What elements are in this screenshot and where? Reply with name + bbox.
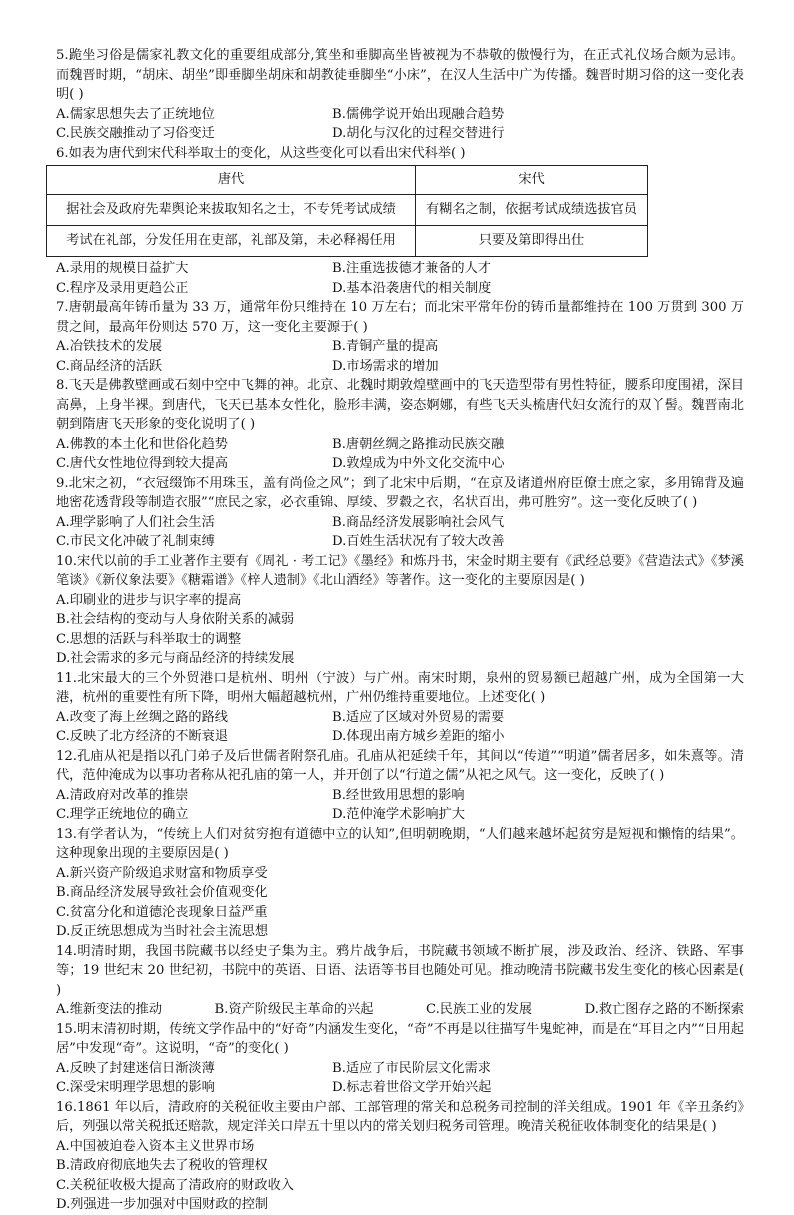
- table-header-cell: 宋代: [416, 166, 648, 195]
- answer-options: [56, 591, 744, 669]
- answer-option-a[interactable]: A.中国被迫卷入资本主义世界市场: [56, 1138, 255, 1154]
- question-block: [56, 669, 744, 747]
- answer-options: [56, 435, 744, 474]
- answer-option-c[interactable]: C.思想的活跃与科举取士的调整: [56, 631, 242, 647]
- question-stem: 16.1861 年以后，清政府的关税征收主要由户部、工部管理的常关和总税务司控制的洋关组成。1901 年《辛丑条约》后，列强以常关税抵还赔款，规定洋关口岸五十里以内的常关划归税务司管理。晚清关税征收体制变化的结果是( ): [56, 1099, 744, 1134]
- question-block: [56, 144, 744, 299]
- answer-options: [56, 1000, 744, 1020]
- answer-option-c[interactable]: C.深受宋明理学思想的影响: [56, 1080, 215, 1095]
- question-stem: 14.明清时期，我国书院藏书以经史子集为主。鸦片战争后，书院藏书领域不断扩展，涉及政治、经济、铁路、军事等；19 世纪末 20 世纪初，书院中的英语、日语、法语等书目也随处可见。推动晚清书院藏书发生变化的核心因素是( ): [56, 943, 744, 998]
- answer-option-b[interactable]: B.注重选拔德才兼备的人才: [332, 261, 491, 276]
- answer-option-c[interactable]: C.程序及录用更趋公正: [56, 280, 189, 296]
- question-block: [56, 552, 744, 669]
- answer-options: [56, 1059, 744, 1098]
- question-stem: 11.北宋最大的三个外贸港口是杭州、明州（宁波）与广州。南宋时期，泉州的贸易额已超越广州，成为全国第一大港，杭州的重要性有所下降，明州大幅超越杭州，广州仍维持重要地位。上述变化( ): [56, 670, 744, 705]
- answer-option-d[interactable]: D.体现出南方城乡差距的缩小: [332, 729, 505, 744]
- answer-option-d[interactable]: D.范仲淹学术影响扩大: [332, 807, 465, 822]
- question-stem: 8.飞天是佛教壁画或石刻中空中飞舞的神。北京、北魏时期敦煌壁画中的飞天造型带有男性特征，腰系印度围裙，深目高鼻，上身半裸。到唐代，飞天已基本女性化，脸形丰满，姿态婀娜，有些飞天头梳唐代妇女流行的双丫髻。魏晋南北朝到隋唐飞天形象的变化说明了( ): [56, 378, 744, 432]
- answer-options: [56, 337, 744, 376]
- answer-option-b[interactable]: B.适应了区域对外贸易的需要: [332, 709, 505, 725]
- answer-option-d[interactable]: D.胡化与汉化的过程交替进行: [332, 126, 505, 141]
- answer-option-a[interactable]: A.儒家思想失去了正统地位: [56, 106, 215, 122]
- table-header-cell: 唐代: [47, 166, 416, 195]
- answer-options: [56, 864, 744, 942]
- answer-option-d[interactable]: D.市场需求的增加: [332, 358, 439, 374]
- answer-option-b[interactable]: B.清政府彻底地失去了税收的管理权: [56, 1158, 268, 1173]
- answer-option-c[interactable]: C.关税征收极大提高了清政府的财政收入: [56, 1177, 294, 1193]
- answer-options: [56, 708, 744, 747]
- answer-option-d[interactable]: D.反正统思想成为当时社会主流思想: [56, 924, 269, 939]
- answer-option-b[interactable]: B.适应了市民阶层文化需求: [332, 1060, 491, 1076]
- answer-option-a[interactable]: A.佛教的本土化和世俗化趋势: [56, 436, 228, 452]
- answer-option-c[interactable]: C.民族工业的发展: [425, 1002, 533, 1017]
- answer-options: [56, 513, 744, 552]
- answer-option-d[interactable]: D.社会需求的多元与商品经济的持续发展: [56, 651, 295, 666]
- answer-option-c[interactable]: C.反映了北方经济的不断衰退: [56, 729, 229, 744]
- table-cell: 只要及第即得出仕: [416, 226, 648, 257]
- answer-option-b[interactable]: B.商品经济发展导致社会价值观变化: [56, 885, 268, 900]
- answer-option-c[interactable]: C.民族交融推动了习俗变迁: [56, 126, 215, 141]
- table-header-row: [47, 166, 648, 195]
- answer-option-c[interactable]: C.理学正统地位的确立: [56, 807, 189, 822]
- question-stem: 13.有学者认为，“传统上人们对贫穷抱有道德中立的认知”,但明朝晚期，“人们越来越坏起贫穷是短视和懒惰的结果”。这种现象出现的主要原因是( ): [56, 826, 744, 861]
- question-stem: 15.明末清初时期，传统文学作品中的“好奇”内涵发生变化，“奇”不再是以往描写牛鬼蛇神，而是在“耳目之内”“日用起居”中发现“奇”。这说明，“奇”的变化( ): [56, 1021, 744, 1056]
- exam-page: [56, 46, 744, 1215]
- answer-option-a[interactable]: A.冶铁技术的发展: [56, 339, 163, 354]
- question-block: [56, 942, 744, 1020]
- answer-option-a[interactable]: A.理学影响了人们社会生活: [56, 514, 215, 530]
- answer-option-b[interactable]: B.儒佛学说开始出现融合趋势: [332, 106, 505, 122]
- question-block: [56, 747, 744, 825]
- answer-option-a[interactable]: A.维新变法的推动: [56, 1002, 163, 1017]
- table-cell: 考试在礼部，分发任用在吏部，礼部及第，未必释褐任用: [47, 226, 416, 257]
- question-block: [56, 298, 744, 376]
- answer-option-b[interactable]: B.青铜产量的提高: [332, 339, 439, 354]
- answer-option-d[interactable]: D.救亡图存之路的不断探索: [584, 1002, 744, 1017]
- question-stem: 5.跪坐习俗是儒家礼教文化的重要组成部分,箕坐和垂脚高坐皆被视为不恭敬的傲慢行为，在正式礼仪场合颇为忌讳。而魏晋时期，“胡床、胡坐”即垂脚坐胡床和胡教徒垂脚坐“小床”，在汉人生活中广为传播。魏晋时期习俗的这一变化表明( ): [56, 48, 744, 102]
- table-row: [47, 226, 648, 257]
- answer-option-a[interactable]: A.改变了海上丝绸之路的路线: [56, 709, 228, 725]
- comparison-table: [46, 165, 648, 257]
- question-block: [56, 1098, 744, 1215]
- answer-option-d[interactable]: D.列强进一步加强对中国财政的控制: [56, 1197, 269, 1212]
- question-block: [56, 1020, 744, 1098]
- question-block: [56, 474, 744, 552]
- answer-option-d[interactable]: D.基本沿袭唐代的相关制度: [332, 280, 492, 296]
- answer-option-c[interactable]: C.唐代女性地位得到较大提高: [56, 456, 229, 471]
- table-row: [47, 195, 648, 226]
- answer-option-a[interactable]: A.印刷业的进步与识字率的提高: [56, 592, 242, 608]
- question-stem: 6.如表为唐代到宋代科举取士的变化，从这些变化可以看出宋代科举( ): [56, 145, 466, 161]
- answer-option-b[interactable]: B.唐朝丝绸之路推动民族交融: [332, 436, 505, 452]
- answer-option-c[interactable]: C.市民文化冲破了礼制束缚: [56, 534, 215, 549]
- question-stem: 9.北宋之初，“衣冠缀饰不用珠玉，盖有尚俭之风”；到了北宋中后期，“在京及诸道州府臣僚士庶之家，多用锦背及遍地密花透背段等制造衣服”“庶民之家，必衣重锦、厚绫、罗縠之衣，名状百出，弗可胜穷”。这一变化反映了( ): [56, 475, 744, 510]
- answer-option-b[interactable]: B.社会结构的变动与人身依附关系的减弱: [56, 612, 295, 627]
- answer-options: [56, 786, 744, 825]
- question-block: [56, 46, 744, 144]
- table-cell: 据社会及政府先辈舆论来拔取知名之士，不专凭考试成绩: [47, 195, 416, 226]
- table-cell: 有糊名之制，依据考试成绩选拔官员: [416, 195, 648, 226]
- question-stem: 12.孔庙从祀是指以孔门弟子及后世儒者附祭孔庙。孔庙从祀延续千年，其间以“传道”“明道”儒者居多，如朱熹等。清代，范仲淹成为以事功者称从祀孔庙的第一人，并开创了以“行道之儒”从祀之风气。这一变化，反映了( ): [56, 748, 744, 783]
- answer-options: [56, 105, 744, 144]
- answer-option-c[interactable]: C.贫富分化和道德沦丧现象日益严重: [56, 904, 268, 920]
- answer-option-a[interactable]: A.录用的规模日益扩大: [56, 261, 189, 276]
- question-stem: 7.唐朝最高年铸币量为 33 万，通常年份只维持在 10 万左右；而北宋平常年份的铸币量都维持在 100 万贯到 300 万贯之间，最高年份则达 570 万，这一变化主要源于( ): [56, 300, 744, 335]
- answer-option-c[interactable]: C.商品经济的活跃: [56, 358, 163, 374]
- answer-options: [56, 259, 744, 298]
- question-block: [56, 825, 744, 942]
- answer-option-b[interactable]: B.经世致用思想的影响: [332, 787, 465, 803]
- answer-option-b[interactable]: B.商品经济发展影响社会风气: [332, 514, 505, 530]
- answer-option-d[interactable]: D.标志着世俗文学开始兴起: [332, 1080, 492, 1095]
- question-stem: 10.宋代以前的手工业著作主要有《周礼 · 考工记》《墨经》和炼丹书，宋金时期主要有《武经总要》《营造法式》《梦溪笔谈》《新仪象法要》《糖霜谱》《梓人遗制》《北山酒经》等著作。这一变化的主要原因是( ): [56, 553, 744, 588]
- answer-option-a[interactable]: A.清政府对改革的推崇: [56, 787, 189, 803]
- answer-option-a[interactable]: A.反映了封建迷信日渐淡薄: [56, 1060, 215, 1076]
- answer-option-a[interactable]: A.新兴资产阶级追求财富和物质享受: [56, 865, 268, 881]
- answer-option-d[interactable]: D.百姓生活状况有了较大改善: [332, 534, 505, 549]
- answer-option-b[interactable]: B.资产阶级民主革命的兴起: [214, 1002, 374, 1017]
- question-block: [56, 376, 744, 474]
- answer-option-d[interactable]: D.敦煌成为中外文化交流中心: [332, 456, 505, 471]
- answer-options: [56, 1137, 744, 1215]
